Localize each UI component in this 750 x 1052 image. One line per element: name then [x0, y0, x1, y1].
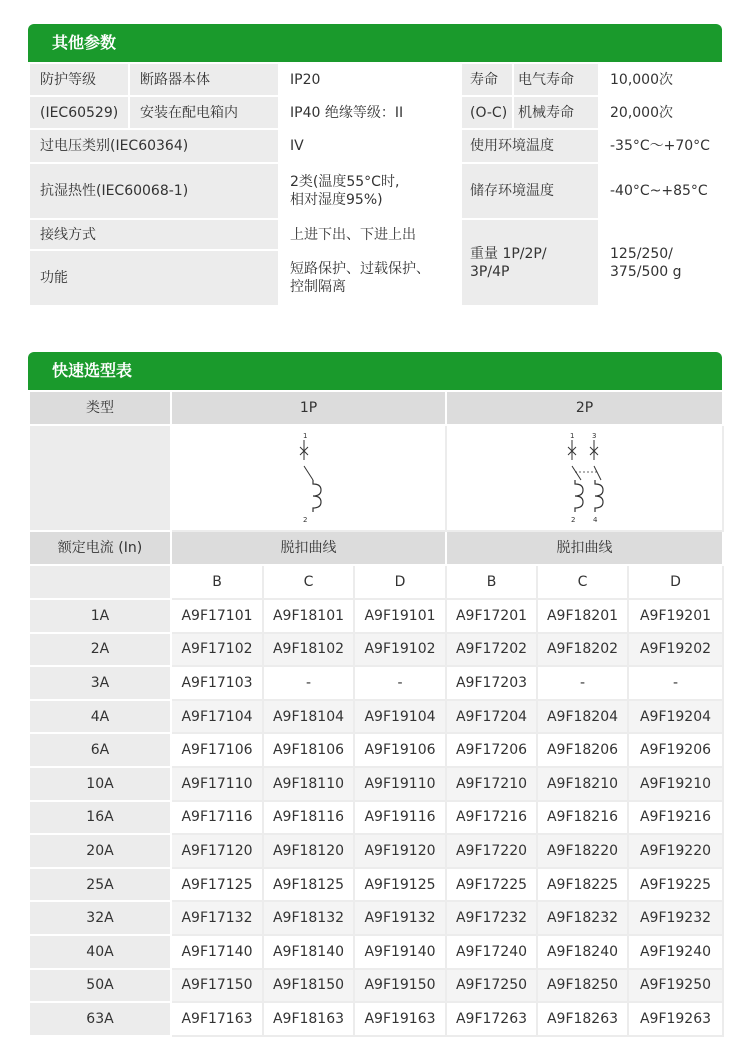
curve-header-1p-b: B	[171, 565, 263, 599]
table-row	[29, 1002, 723, 1036]
part-number-cell: A9F18216	[537, 801, 628, 835]
overvolt-label: 过电压类别(IEC60364)	[29, 129, 279, 163]
protect-label-1: 防护等级	[29, 63, 129, 96]
life-label-1: 寿命	[461, 63, 513, 96]
part-number-cell: A9F19106	[354, 733, 446, 767]
rated-current-cell: 2A	[29, 633, 171, 667]
part-number-cell: A9F18104	[263, 700, 354, 734]
table-row	[29, 767, 723, 801]
part-number-cell: -	[354, 666, 446, 700]
curve-row-label	[29, 565, 171, 599]
part-number-cell: A9F19206	[628, 733, 723, 767]
part-number-cell: A9F17163	[171, 1002, 263, 1036]
table-row	[29, 935, 723, 969]
part-number-cell: A9F19132	[354, 901, 446, 935]
params-section	[28, 24, 722, 307]
part-number-cell: A9F18220	[537, 834, 628, 868]
part-number-cell: A9F18232	[537, 901, 628, 935]
part-number-cell: A9F17210	[446, 767, 537, 801]
protect-label-2: (IEC60529)	[29, 96, 129, 129]
part-number-cell: A9F17132	[171, 901, 263, 935]
part-number-cell: A9F19101	[354, 599, 446, 633]
part-number-cell: A9F17202	[446, 633, 537, 667]
selection-section	[28, 352, 722, 1037]
part-number-cell: A9F18140	[263, 935, 354, 969]
function-label: 功能	[29, 250, 279, 306]
part-number-cell: A9F19216	[628, 801, 723, 835]
wiring-label: 接线方式	[29, 219, 279, 250]
diagram-1p-top-label: 1	[302, 432, 307, 440]
part-number-cell: A9F18250	[537, 969, 628, 1003]
rated-current-cell: 10A	[29, 767, 171, 801]
rated-current-cell: 3A	[29, 666, 171, 700]
part-number-cell: A9F17150	[171, 969, 263, 1003]
rated-current-cell: 4A	[29, 700, 171, 734]
part-number-cell: A9F18225	[537, 868, 628, 902]
diagram-1p-bottom-label: 2	[302, 516, 307, 524]
rated-current-cell: 1A	[29, 599, 171, 633]
diagram-2p-bottom-label-2: 4	[592, 516, 597, 524]
table-row	[29, 666, 723, 700]
function-value-line-2: 控制隔离	[290, 279, 346, 295]
rated-current-cell: 63A	[29, 1002, 171, 1036]
weight-label	[461, 219, 599, 306]
table-row	[29, 834, 723, 868]
breaker-1p-icon	[289, 430, 329, 526]
mech-life-label: 机械寿命	[513, 96, 599, 129]
part-number-cell: A9F18132	[263, 901, 354, 935]
part-number-cell: A9F17206	[446, 733, 537, 767]
op-temp-label: 使用环境温度	[461, 129, 599, 163]
curve-header-1p-d: D	[354, 565, 446, 599]
part-number-cell: A9F17204	[446, 700, 537, 734]
part-number-cell: A9F19125	[354, 868, 446, 902]
part-number-cell: A9F17203	[446, 666, 537, 700]
life-label-2: (O-C)	[461, 96, 513, 129]
part-number-cell: A9F19201	[628, 599, 723, 633]
weight-value-line-2: 375/500 g	[610, 263, 682, 280]
part-number-cell: A9F17106	[171, 733, 263, 767]
cabinet-label: 安装在配电箱内	[129, 96, 279, 129]
table-row	[29, 868, 723, 902]
table-row	[29, 801, 723, 835]
table-row	[29, 733, 723, 767]
part-number-cell: A9F19202	[628, 633, 723, 667]
part-number-cell: A9F17102	[171, 633, 263, 667]
function-value-line-1: 短路保护、过载保护、	[290, 261, 430, 277]
part-number-cell: A9F18263	[537, 1002, 628, 1036]
part-number-cell: A9F18206	[537, 733, 628, 767]
part-number-cell: -	[537, 666, 628, 700]
part-number-cell: A9F17240	[446, 935, 537, 969]
table-row	[29, 599, 723, 633]
rated-current-cell: 16A	[29, 801, 171, 835]
part-number-cell: -	[628, 666, 723, 700]
part-number-cell: A9F19104	[354, 700, 446, 734]
part-number-cell: A9F18106	[263, 733, 354, 767]
curve-header-2p-d: D	[628, 565, 723, 599]
diagram-2p-top-label-1: 1	[569, 432, 574, 440]
weight-value	[599, 219, 723, 306]
function-value	[279, 250, 461, 306]
part-number-cell: A9F17120	[171, 834, 263, 868]
part-number-cell: A9F19163	[354, 1002, 446, 1036]
part-number-cell: A9F18240	[537, 935, 628, 969]
part-number-cell: A9F18150	[263, 969, 354, 1003]
part-number-cell: A9F19116	[354, 801, 446, 835]
weight-label-line-1: 重量 1P/2P/	[470, 245, 547, 262]
selection-title: 快速选型表	[28, 352, 722, 390]
part-number-cell: A9F18120	[263, 834, 354, 868]
curve-header-1p-c: C	[263, 565, 354, 599]
params-table	[28, 62, 724, 307]
diagram-2p-top-label-2: 3	[591, 432, 596, 440]
part-number-cell: A9F17232	[446, 901, 537, 935]
humid-label: 抗湿热性(IEC60068-1)	[29, 163, 279, 219]
curve-label-2p: 脱扣曲线	[446, 531, 723, 565]
diagram-2p	[446, 425, 723, 531]
elec-life-label: 电气寿命	[513, 63, 599, 96]
overvolt-value: IV	[279, 129, 461, 163]
part-number-cell: A9F19110	[354, 767, 446, 801]
weight-value-line-1: 125/250/	[610, 245, 673, 262]
part-number-cell: -	[263, 666, 354, 700]
pole-2p-label: 2P	[446, 391, 723, 425]
part-number-cell: A9F19220	[628, 834, 723, 868]
params-title: 其他参数	[28, 24, 722, 62]
part-number-cell: A9F18101	[263, 599, 354, 633]
cabinet-value: IP40 绝缘等级：II	[279, 96, 461, 129]
breaker-2p-icon	[555, 430, 615, 526]
part-number-cell: A9F19120	[354, 834, 446, 868]
part-number-cell: A9F18125	[263, 868, 354, 902]
part-number-cell: A9F18110	[263, 767, 354, 801]
part-number-cell: A9F17263	[446, 1002, 537, 1036]
curve-header-2p-c: C	[537, 565, 628, 599]
body-value: IP20	[279, 63, 461, 96]
part-number-cell: A9F18210	[537, 767, 628, 801]
humid-value-line-1: 2类(温度55°C时,	[290, 174, 400, 190]
rated-current-cell: 40A	[29, 935, 171, 969]
part-number-cell: A9F17250	[446, 969, 537, 1003]
part-number-cell: A9F19204	[628, 700, 723, 734]
table-row	[29, 700, 723, 734]
rated-current-cell: 25A	[29, 868, 171, 902]
part-number-cell: A9F17225	[446, 868, 537, 902]
part-number-cell: A9F17110	[171, 767, 263, 801]
table-row	[29, 969, 723, 1003]
mech-life-value: 20,000次	[599, 96, 723, 129]
part-number-cell: A9F18116	[263, 801, 354, 835]
rated-current-cell: 6A	[29, 733, 171, 767]
pole-1p-label: 1P	[171, 391, 446, 425]
part-number-cell: A9F19210	[628, 767, 723, 801]
diagram-1p	[171, 425, 446, 531]
diagram-2p-bottom-label-1: 2	[570, 516, 575, 524]
part-number-cell: A9F18163	[263, 1002, 354, 1036]
part-number-cell: A9F17116	[171, 801, 263, 835]
store-temp-value: -40°C~+85°C	[599, 163, 723, 219]
diagram-row-label	[29, 425, 171, 531]
part-number-cell: A9F17125	[171, 868, 263, 902]
part-number-cell: A9F17104	[171, 700, 263, 734]
part-number-cell: A9F19240	[628, 935, 723, 969]
part-number-cell: A9F17140	[171, 935, 263, 969]
part-number-cell: A9F18102	[263, 633, 354, 667]
table-row	[29, 901, 723, 935]
curve-label-1p: 脱扣曲线	[171, 531, 446, 565]
part-number-cell: A9F17201	[446, 599, 537, 633]
elec-life-value: 10,000次	[599, 63, 723, 96]
part-number-cell: A9F18204	[537, 700, 628, 734]
part-number-cell: A9F19150	[354, 969, 446, 1003]
body-label: 断路器本体	[129, 63, 279, 96]
rated-current-cell: 20A	[29, 834, 171, 868]
part-number-cell: A9F19250	[628, 969, 723, 1003]
curve-header-2p-b: B	[446, 565, 537, 599]
rated-current-label: 额定电流 (In)	[29, 531, 171, 565]
part-number-cell: A9F17216	[446, 801, 537, 835]
part-number-cell: A9F17220	[446, 834, 537, 868]
humid-value	[279, 163, 461, 219]
part-number-cell: A9F19140	[354, 935, 446, 969]
table-row	[29, 633, 723, 667]
part-number-cell: A9F18201	[537, 599, 628, 633]
store-temp-label: 储存环境温度	[461, 163, 599, 219]
rated-current-cell: 50A	[29, 969, 171, 1003]
rated-current-cell: 32A	[29, 901, 171, 935]
op-temp-value: -35°C～+70°C	[599, 129, 723, 163]
wiring-value: 上进下出、下进上出	[279, 219, 461, 250]
type-label: 类型	[29, 391, 171, 425]
weight-label-line-2: 3P/4P	[470, 263, 510, 280]
part-number-cell: A9F19225	[628, 868, 723, 902]
part-number-cell: A9F18202	[537, 633, 628, 667]
humid-value-line-2: 相对湿度95%)	[290, 192, 383, 208]
part-number-cell: A9F17101	[171, 599, 263, 633]
part-number-cell: A9F19263	[628, 1002, 723, 1036]
part-number-cell: A9F19102	[354, 633, 446, 667]
part-number-cell: A9F17103	[171, 666, 263, 700]
part-number-cell: A9F19232	[628, 901, 723, 935]
selection-table	[28, 390, 724, 1037]
